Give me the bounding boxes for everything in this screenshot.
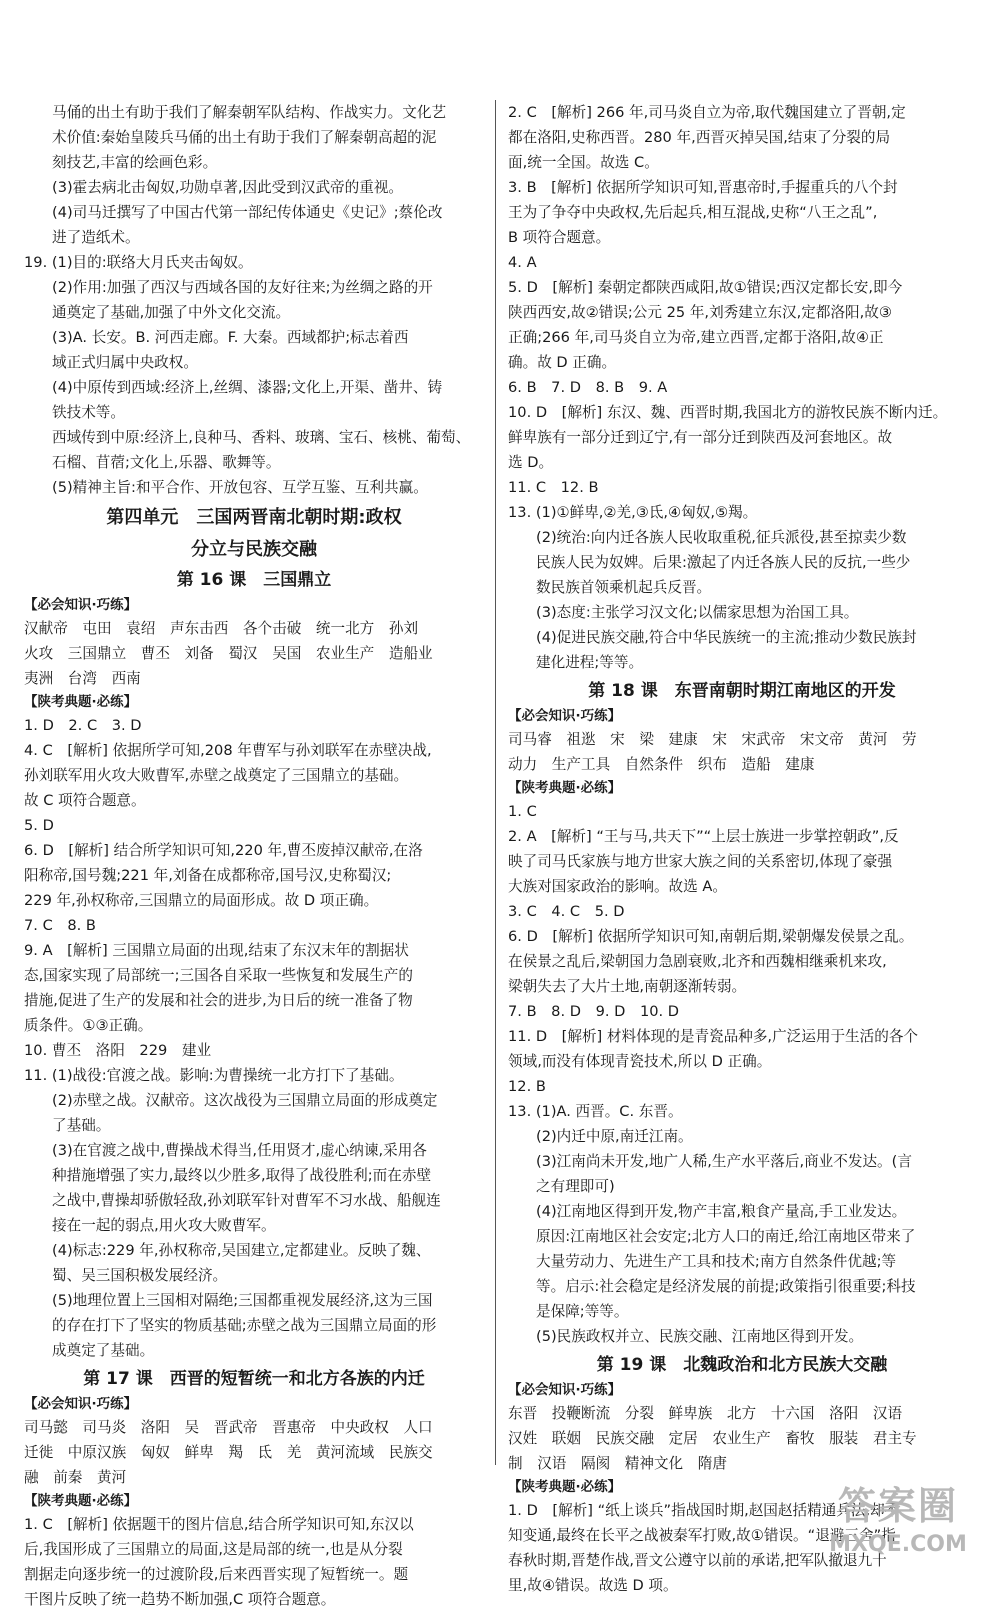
section-title: 【必会知识·巧练】: [508, 708, 622, 724]
answer-subline: 种措施增强了实力,最终以少胜多,取得了战役胜利;而在赤壁: [52, 1167, 432, 1184]
answer-subline: 马俑的出土有助于我们了解秦朝军队结构、作战实力。文化艺: [52, 104, 447, 121]
answer-subline: (3)江南尚未开发,地广人稀,生产水平落后,商业不发达。(言: [536, 1153, 912, 1170]
answer-line: 5. D: [24, 817, 54, 834]
answer-subline: (5)地理位置上三国相对隔绝;三国都重视发展经济,这为三国: [52, 1292, 433, 1309]
answer-line: 确。故 D 正确。: [508, 354, 617, 371]
answer-line: 动力 生产工具 自然条件 织布 造船 建康: [508, 756, 815, 773]
answer-subline: 蜀、吴三国积极发展经济。: [52, 1267, 228, 1284]
answer-subline: 了基础。: [52, 1117, 111, 1134]
answer-subline: (4)标志:229 年,孙权称帝,吴国建立,定都建业。反映了魏、: [52, 1242, 431, 1259]
answer-line: 1. C [解析] 依据题干的图片信息,结合所学知识可知,东汉以: [24, 1516, 414, 1533]
answer-line: 知变通,最终在长平之战被秦军打败,故①错误。“退避三舍”指: [508, 1527, 896, 1544]
answer-subline: (3)在官渡之战中,曹操战术得当,任用贤才,虚心纳谏,采用各: [52, 1142, 427, 1159]
answer-line: 态,国家实现了局部统一;三国各自采取一些恢复和发展生产的: [24, 967, 413, 984]
answer-line: 措施,促进了生产的发展和社会的进步,为日后的统一准备了物: [24, 992, 413, 1009]
answer-line: B 项符合题意。: [508, 229, 611, 246]
section-title: 【必会知识·巧练】: [24, 1396, 138, 1412]
answer-line: 夷洲 台湾 西南: [24, 670, 141, 687]
answer-subline: (2)赤壁之战。汉献帝。这次战役为三国鼎立局面的形成奠定: [52, 1092, 438, 1109]
watermark-text: 答案圈: [837, 1484, 958, 1528]
answer-line: 春秋时期,晋楚作战,晋文公遵守以前的承诺,把军队撤退九十: [508, 1552, 887, 1569]
answer-line: 陕西西安,故②错误;公元 25 年,刘秀建立东汉,定都洛阳,故③: [508, 304, 892, 321]
answer-subline: 之战中,曹操却骄傲轻敌,孙刘联军针对曹军不习水战、船舰连: [52, 1192, 441, 1209]
left-column: [24, 100, 484, 1612]
answer-line: 选 D。: [508, 454, 554, 471]
answer-line: 鲜卑族有一部分迁到辽宁,有一部分迁到陕西及河套地区。故: [508, 429, 893, 446]
answer-subline: 数民族首领乘机起兵反晋。: [536, 579, 712, 596]
answer-line: 后,我国形成了三国鼎立的局面,这是局部的统一,也是从分裂: [24, 1541, 403, 1558]
answer-line: 融 前秦 黄河: [24, 1469, 127, 1486]
lesson-title: 第 18 课 东晋南朝时期江南地区的开发: [588, 681, 896, 701]
answer-line: 故 C 项符合题意。: [24, 792, 146, 809]
answer-subline: 的存在打下了坚实的物质基础;赤壁之战为三国鼎立局面的形: [52, 1317, 437, 1334]
answer-line: 6. D [解析] 结合所学知识可知,220 年,曹丕废掉汉献帝,在洛: [24, 842, 423, 859]
answer-subline: 建化进程;等等。: [536, 654, 644, 671]
answer-subline: 之有理即可): [536, 1178, 615, 1195]
answer-subline: 大量劳动力、先进生产工具和技术;南方自然条件优越;等: [536, 1253, 897, 1270]
answer-line: 迁徙 中原汉族 匈奴 鲜卑 羯 氐 羌 黄河流域 民族交: [24, 1444, 433, 1461]
answer-subline: (4)江南地区得到开发,物产丰富,粮食产量高,手工业发达。: [536, 1203, 907, 1220]
answer-line: 10. 曹丕 洛阳 229 建业: [24, 1042, 212, 1059]
answer-line: 6. D [解析] 依据所学知识可知,南朝后期,梁朝爆发侯景之乱。: [508, 928, 914, 945]
answer-line: 正确;266 年,司马炎自立为帝,建立西晋,定都于洛阳,故④正: [508, 329, 884, 346]
answer-line: 2. C [解析] 266 年,司马炎自立为帝,取代魏国建立了晋朝,定: [508, 104, 906, 121]
answer-subline: 原因:江南地区社会安定;北方人口的南迁,给江南地区带来了: [536, 1228, 916, 1245]
answer-line: 大族对国家政治的影响。故选 A。: [508, 878, 727, 895]
answer-subline: (5)精神主旨:和平合作、开放包容、互学互鉴、互利共赢。: [52, 479, 428, 496]
lesson-title: 第 16 课 三国鼎立: [176, 570, 332, 590]
answer-subline: 等。启示:社会稳定是经济发展的前提;政策指引很重要;科技: [536, 1278, 916, 1295]
answer-line: 梁朝失去了大片土地,南朝逐渐转弱。: [508, 978, 747, 995]
answer-subline: (2)内迁中原,南迁江南。: [536, 1128, 693, 1145]
answer-line: 在侯景之乱后,梁朝国力急剧衰败,北齐和西魏相继乘机来攻,: [508, 953, 887, 970]
section-title: 【必会知识·巧练】: [24, 597, 138, 613]
answer-subline: (4)中原传到西域:经济上,丝绸、漆器;文化上,开渠、凿井、铸: [52, 379, 443, 396]
answer-line: 10. D [解析] 东汉、魏、西晋时期,我国北方的游牧民族不断内迁。: [508, 404, 948, 421]
answer-line: 汉献帝 屯田 袁绍 声东击西 各个击破 统一北方 孙刘: [24, 620, 419, 637]
answer-line: 6. B 7. D 8. B 9. A: [508, 379, 668, 396]
answer-subline: (5)民族政权并立、民族交融、江南地区得到开发。: [536, 1328, 864, 1345]
answer-line: 19. (1)目的:联络大月氏夹击匈奴。: [24, 254, 253, 271]
lesson-title: 第 17 课 西晋的短暂统一和北方各族的内迁: [83, 1369, 425, 1389]
right-column: [508, 100, 976, 1598]
unit-title: 分立与民族交融: [191, 539, 317, 560]
answer-line: 质条件。①③正确。: [24, 1017, 153, 1034]
answer-subline: (4)司马迁撰写了中国古代第一部纪传体通史《史记》;蔡伦改: [52, 204, 443, 221]
answer-line: 领域,而没有体现青瓷技术,所以 D 正确。: [508, 1053, 772, 1070]
answer-line: 11. (1)战役:官渡之战。影响:为曹操统一北方打下了基础。: [24, 1067, 404, 1084]
answer-line: 1. D 2. C 3. D: [24, 717, 142, 734]
answer-line: 3. C 4. C 5. D: [508, 903, 625, 920]
site-watermark: [818, 1480, 978, 1570]
answer-line: 11. D [解析] 材料体现的是青瓷品种多,广泛运用于生活的各个: [508, 1028, 919, 1045]
answer-subline: (3)霍去病北击匈奴,功勋卓著,因此受到汉武帝的重视。: [52, 179, 404, 196]
answer-line: 7. C 8. B: [24, 917, 96, 934]
unit-title: 第四单元 三国两晋南北朝时期:政权: [106, 507, 402, 528]
answer-line: 11. C 12. B: [508, 479, 599, 496]
answer-line: 229 年,孙权称帝,三国鼎立的局面形成。故 D 项正确。: [24, 892, 379, 909]
answer-subline: 域正式归属中央政权。: [52, 354, 198, 371]
answer-line: 东晋 投鞭断流 分裂 鲜卑族 北方 十六国 洛阳 汉语: [508, 1405, 903, 1422]
answer-line: 面,统一全国。故选 C。: [508, 154, 659, 171]
answer-line: 5. D [解析] 秦朝定都陕西咸阳,故①错误;西汉定都长安,即今: [508, 279, 903, 296]
answer-line: 制 汉语 隔阂 精神文化 隋唐: [508, 1455, 727, 1472]
answer-line: 映了司马氏家族与地方世家大族之间的关系密切,体现了豪强: [508, 853, 893, 870]
section-title: 【陕考典题·必练】: [24, 1493, 138, 1509]
answer-subline: 刻技艺,丰富的绘画色彩。: [52, 154, 218, 171]
answer-line: 汉姓 联姻 民族交融 定居 农业生产 畜牧 服装 君主专: [508, 1430, 917, 1447]
answer-subline: 西域传到中原:经济上,良种马、香料、玻璃、宝石、核桃、葡萄、: [52, 429, 471, 446]
answer-subline: 接在一起的弱点,用火攻大败曹军。: [52, 1217, 276, 1234]
answer-line: 阳称帝,国号魏;221 年,刘备在成都称帝,国号汉,史称蜀汉;: [24, 867, 392, 884]
answer-line: 13. (1)A. 西晋。C. 东晋。: [508, 1103, 683, 1120]
lesson-title: 第 19 课 北魏政治和北方民族大交融: [596, 1355, 888, 1375]
answer-subline: 民族人民为奴婢。后果:激起了内迁各族人民的反抗,一些少: [536, 554, 911, 571]
watermark-url: MXQE.COM: [829, 1532, 967, 1557]
section-title: 【必会知识·巧练】: [508, 1382, 622, 1398]
answer-line: 都在洛阳,史称西晋。280 年,西晋灭掉吴国,结束了分裂的局: [508, 129, 891, 146]
answer-line: 里,故④错误。故选 D 项。: [508, 1577, 678, 1594]
answer-line: 4. C [解析] 依据所学可知,208 年曹军与孙刘联军在赤壁决战,: [24, 742, 432, 759]
answer-line: 9. A [解析] 三国鼎立局面的出现,结束了东汉末年的割据状: [24, 942, 409, 959]
answer-line: 13. (1)①鲜卑,②羌,③氐,④匈奴,⑤羯。: [508, 504, 758, 521]
answer-subline: (2)作用:加强了西汉与西域各国的友好往来;为丝绸之路的开: [52, 279, 433, 296]
answer-line: 干图片反映了统一趋势不断加强,C 项符合题意。: [24, 1591, 336, 1608]
answer-line: 2. A [解析] “王与马,共天下”“上层士族进一步掌控朝政”,反: [508, 828, 899, 845]
answer-subline: 成奠定了基础。: [52, 1342, 155, 1359]
answer-line: 4. A: [508, 254, 537, 271]
answer-line: 孙刘联军用火攻大败曹军,赤壁之战奠定了三国鼎立的基础。: [24, 767, 409, 784]
answer-line: 1. C: [508, 803, 537, 820]
answer-subline: 铁技术等。: [52, 404, 125, 421]
answer-subline: (4)促进民族交融,符合中华民族统一的主流;推动少数民族封: [536, 629, 917, 646]
answer-subline: 通奠定了基础,加强了中外文化交流。: [52, 304, 291, 321]
answer-line: 火攻 三国鼎立 曹丕 刘备 蜀汉 吴国 农业生产 造船业: [24, 645, 433, 662]
answer-line: 司马睿 祖逖 宋 梁 建康 宋 宋武帝 宋文帝 黄河 劳: [508, 731, 917, 748]
answer-subline: (3)态度:主张学习汉文化;以儒家思想为治国工具。: [536, 604, 859, 621]
column-divider: [495, 100, 496, 1465]
section-title: 【陕考典题·必练】: [508, 780, 622, 796]
answer-subline: 是保障;等等。: [536, 1303, 629, 1320]
section-title: 【陕考典题·必练】: [508, 1479, 622, 1495]
answer-line: 司马懿 司马炎 洛阳 吴 晋武帝 晋惠帝 中央政权 人口: [24, 1419, 433, 1436]
answer-line: 割据走向逐步统一的过渡阶段,后来西晋实现了短暂统一。题: [24, 1566, 409, 1583]
answer-subline: 石榴、苜蓿;文化上,乐器、歌舞等。: [52, 454, 281, 471]
answer-line: 7. B 8. D 9. D 10. D: [508, 1003, 680, 1020]
answer-line: 12. B: [508, 1078, 546, 1095]
answer-subline: (3)A. 长安。B. 河西走廊。F. 大秦。西域都护;标志着西: [52, 329, 409, 346]
answer-subline: (2)统治:向内迁各族人民收取重税,征兵派役,甚至掠卖少数: [536, 529, 907, 546]
section-title: 【陕考典题·必练】: [24, 694, 138, 710]
answer-subline: 进了造纸术。: [52, 229, 140, 246]
answer-line: 王为了争夺中央政权,先后起兵,相互混战,史称“八王之乱”,: [508, 204, 878, 221]
answer-line: 3. B [解析] 依据所学知识可知,晋惠帝时,手握重兵的八个封: [508, 179, 898, 196]
answer-line: 1. D [解析] “纸上谈兵”指战国时期,赵国赵括精通兵法,却不: [508, 1502, 900, 1519]
answer-subline: 术价值:秦始皇陵兵马俑的出土有助于我们了解秦朝高超的泥: [52, 129, 437, 146]
